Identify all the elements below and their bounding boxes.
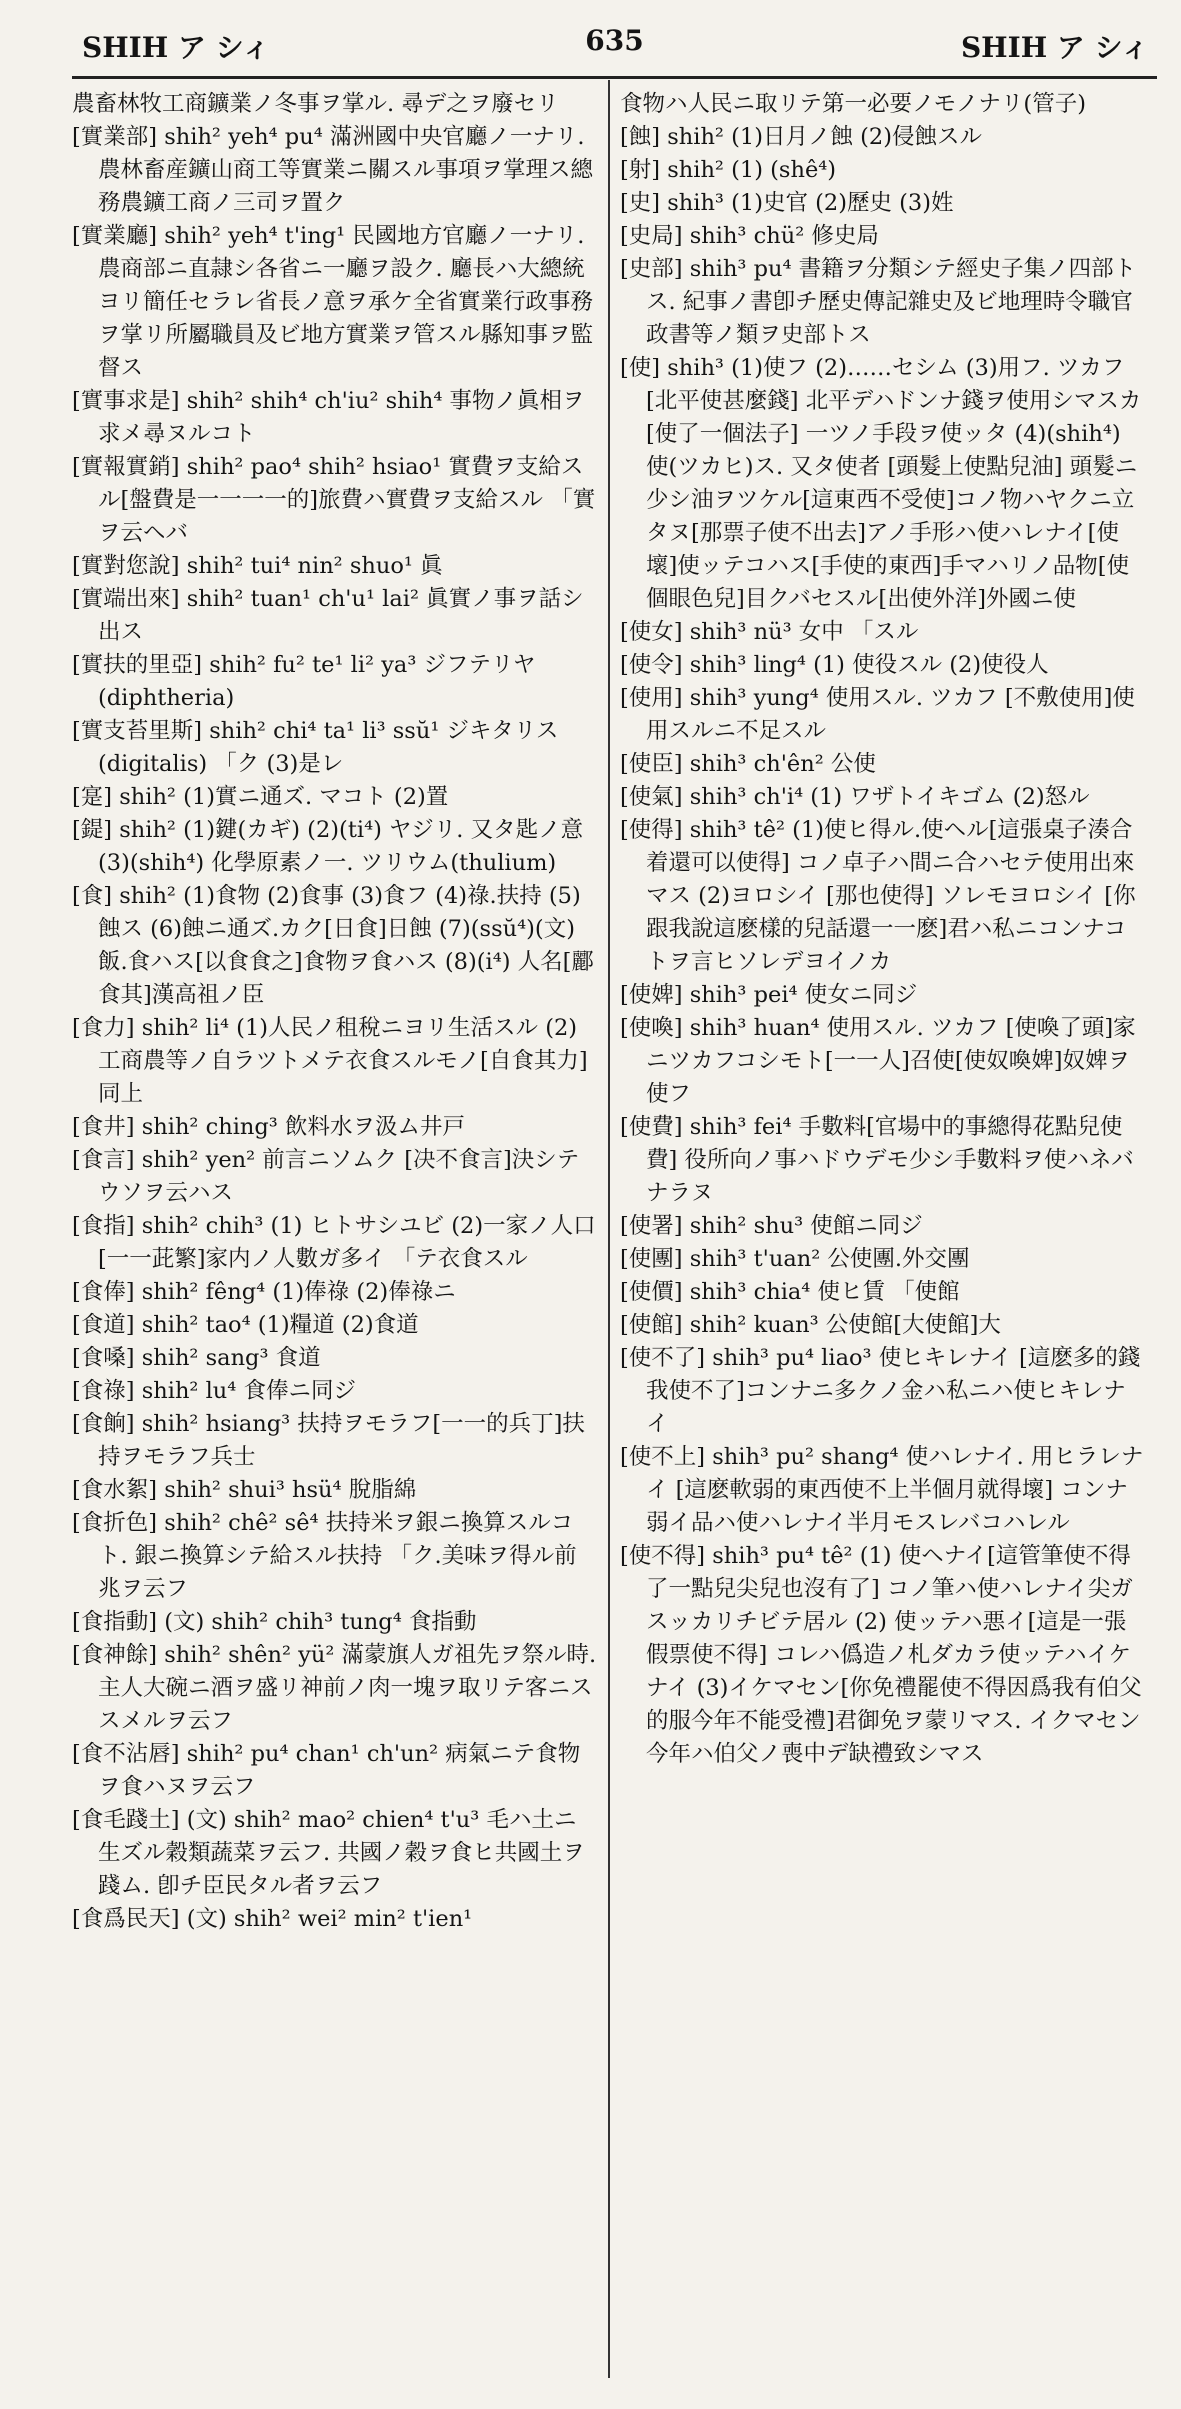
dictionary-entry: [使價] shih³ chia⁴ 使ヒ賃 「使館 <box>620 1279 960 1305</box>
page-header <box>72 18 1157 66</box>
dictionary-entry: [使署] shih² shu³ 使館ニ同ジ <box>620 1213 923 1239</box>
right-column <box>620 88 1145 2398</box>
dictionary-entry: [食] shih² (1)食物 (2)食事 (3)食フ (4)祿.扶持 (5)蝕ス (6)蝕ニ通ズ.カク[日食]日蝕 (7)(ssŭ⁴)(文)飯.食ハス[以食食之]食物ヲ食ハス (8)(i⁴) 人名[酈食其]漢高祖ノ臣 <box>72 883 594 1008</box>
dictionary-entry: [實業部] shih² yeh⁴ pu⁴ 滿洲國中央官廳ノ一ナリ. 農林畜産鑛山商工等實業ニ關スル事項ヲ掌理ス總務農鑛工商ノ三司ヲ置ク <box>72 124 594 216</box>
dictionary-entry: [使不上] shih³ pu² shang⁴ 使ハレナイ. 用ヒラレナイ [這麽軟弱的東西使不上半個月就得壞] コンナ弱イ品ハ使ハレナイ半月モスレバコハレル <box>620 1444 1144 1536</box>
dictionary-entry: [使得] shih³ tê² (1)使ヒ得ル.使ヘル[這張桌子湊合着還可以使得] コノ卓子ハ間ニ合ハセテ使用出來マス (2)ヨロシイ [那也使得] ソレモヨロシイ [你跟我說這麽樣的兒話還一一麽]君ハ私ニコンナコトヲ言ヒソレデヨイノカ <box>620 817 1136 975</box>
header-rule <box>72 76 1157 79</box>
dictionary-entry: [實對您說] shih² tui⁴ nin² shuo¹ 眞 <box>72 553 443 579</box>
dictionary-entry: [使氣] shih³ ch'i⁴ (1) ワザトイキゴム (2)怒ル <box>620 784 1090 810</box>
dictionary-entry: [實事求是] shih² shih⁴ ch'iu² shih⁴ 事物ノ眞相ヲ求メ尋ヌルコト <box>72 388 585 447</box>
left-column <box>72 88 597 2398</box>
dictionary-entry: [使婢] shih³ pei⁴ 使女ニ同ジ <box>620 982 918 1008</box>
dictionary-entry: [食折色] shih² chê² sê⁴ 扶持米ヲ銀ニ換算スルコト. 銀ニ換算シテ給スル扶持 「ク.美味ヲ得ル前兆ヲ云フ <box>72 1510 577 1602</box>
dictionary-entry: [使用] shih³ yung⁴ 使用スル. ツカフ [不敷使用]使用スルニ不足スル <box>620 685 1135 744</box>
dictionary-entry: [蝕] shih² (1)日月ノ蝕 (2)侵蝕スル <box>620 124 982 150</box>
dictionary-entry: [實報實銷] shih² pao⁴ shih² hsiao¹ 實費ヲ支給スル[盤費是一一一一的]旅費ハ實費ヲ支給スル 「實ヲ云ヘバ <box>72 454 596 546</box>
dictionary-entry: [食力] shih² li⁴ (1)人民ノ租稅ニヨリ生活スル (2)工商農等ノ自ラツトメテ衣食スルモノ[自食其力]同上 <box>72 1015 588 1107</box>
dictionary-entry: [使不了] shih³ pu⁴ liao³ 使ヒキレナイ [這麽多的錢我使不了]コンナニ多クノ金ハ私ニハ使ヒキレナイ <box>620 1345 1141 1437</box>
dictionary-entry: [使團] shih³ t'uan² 公使團.外交團 <box>620 1246 970 1272</box>
column-divider <box>608 80 610 2378</box>
dictionary-entry: [食神餘] shih² shên² yü² 滿蒙旗人ガ祖先ヲ祭ル時. 主人大碗ニ酒ヲ盛リ神前ノ肉一塊ヲ取リテ客ニススメルヲ云フ <box>72 1642 597 1734</box>
dictionary-entry: [食水絮] shih² shui³ hsü⁴ 脫脂綿 <box>72 1477 417 1503</box>
dictionary-entry: [食餉] shih² hsiang³ 扶持ヲモラフ[一一的兵丁]扶持ヲモラフ兵士 <box>72 1411 585 1470</box>
dictionary-entry: [射] shih² (1) (shê⁴) <box>620 157 837 183</box>
dictionary-entry: [食祿] shih² lu⁴ 食俸ニ同ジ <box>72 1378 356 1404</box>
dictionary-entry: [寔] shih² (1)實ニ通ズ. マコト (2)置 <box>72 784 449 810</box>
dictionary-entry: [使館] shih² kuan³ 公使館[大使館]大 <box>620 1312 1001 1338</box>
dictionary-entry: [食嗓] shih² sang³ 食道 <box>72 1345 321 1371</box>
running-head-right: SHIH ア シィ <box>960 31 1149 64</box>
dictionary-entry: [食俸] shih² fêng⁴ (1)俸祿 (2)俸祿ニ <box>72 1279 456 1305</box>
dictionary-entry: [鍉] shih² (1)鍵(カギ) (2)(ti⁴) ヤジリ. 又タ匙ノ意 (3)(shih⁴) 化學原素ノ一. ツリウム(thulium) <box>72 817 584 876</box>
dictionary-entry: [史] shih³ (1)史官 (2)歷史 (3)姓 <box>620 190 954 216</box>
dictionary-entry: [史局] shih³ chü² 修史局 <box>620 223 879 249</box>
dictionary-entry: [食道] shih² tao⁴ (1)糧道 (2)食道 <box>72 1312 419 1338</box>
dictionary-entry: [實業廳] shih² yeh⁴ t'ing¹ 民國地方官廳ノ一ナリ. 農商部ニ直隷シ各省ニ一廳ヲ設ク. 廳長ハ大總統ヨリ簡任セラレ省長ノ意ヲ承ケ全省實業行政事務ヲ掌リ所屬職員及ビ地方實業ヲ管スル縣知事ヲ監督ス <box>72 223 594 381</box>
dictionary-entry: [食指] shih² chih³ (1) ヒトサシユビ (2)一家ノ人口[一一茈繁]家内ノ人數ガ多イ 「テ衣食スル <box>72 1213 596 1272</box>
dictionary-entry: [使不得] shih³ pu⁴ tê² (1) 使ヘナイ[這管筆使不得了一點兒尖兒也沒有了] コノ筆ハ使ハレナイ尖ガスッカリチビテ居ル (2) 使ッテハ悪イ[這是一張假票使不得] コレハ僞造ノ札ダカラ使ッテハイケナイ (3)イケマセン[你免禮罷使不得因爲我有伯父的服今年不能受禮]君御免ヲ蒙リマス. イクマセン今年ハ伯父ノ喪中デ缺禮致シマス <box>620 1543 1142 1767</box>
dictionary-entry: 食物ハ人民ニ取リテ第一必要ノモノナリ(管子) <box>620 91 1086 117</box>
dictionary-entry: [使] shih³ (1)使フ (2)……セシム (3)用フ. ツカフ [北平使甚麼錢] 北平デハドンナ錢ヲ使用シマスカ [使了一個法子] 一ツノ手段ヲ使ッタ (4)(shih⁴) 使(ツカヒ)ス. 又タ使者 [頭髮上使點兒油] 頭髮ニ少シ油ヲツケル[這東西不受使]コノ物ハヤクニ立タヌ[那票子使不出去]アノ手形ハ使ハレナイ[使壞]使ッテコハス[手使的東西]手マハリノ品物[使個眼色兒]目クバセスル[出使外洋]外國ニ使 <box>620 355 1142 612</box>
dictionary-entry: [食井] shih² ching³ 飲料水ヲ汲ム井戸 <box>72 1114 465 1140</box>
dictionary-entry: [食不沾唇] shih² pu⁴ chan¹ ch'un² 病氣ニテ食物ヲ食ハヌヲ云フ <box>72 1741 581 1800</box>
dictionary-entry: [史部] shih³ pu⁴ 書籍ヲ分類シテ經史子集ノ四部トス. 紀事ノ書卽チ歷史傳記雜史及ビ地理時令職官政書等ノ類ヲ史部トス <box>620 256 1137 348</box>
dictionary-page <box>72 18 1157 2398</box>
dictionary-entry: [實端出來] shih² tuan¹ ch'u¹ lai² 眞實ノ事ヲ話シ出ス <box>72 586 584 645</box>
dictionary-entry: [使臣] shih³ ch'ên² 公使 <box>620 751 876 777</box>
dictionary-entry: [使令] shih³ ling⁴ (1) 使役スル (2)使役人 <box>620 652 1049 678</box>
dictionary-entry: [實扶的里亞] shih² fu² te¹ li² ya³ ジフテリヤ (diphtheria) <box>72 652 536 711</box>
dictionary-entry: [實支苔里斯] shih² chi⁴ ta¹ li³ ssŭ¹ ジキタリス (digitalis) 「ク (3)是レ <box>72 718 559 777</box>
dictionary-entry: [食言] shih² yen² 前言ニソムク [决不食言]決シテウソヲ云ハス <box>72 1147 580 1206</box>
running-head-left: SHIH ア シィ <box>82 31 271 64</box>
dictionary-entry: [食毛踐土] (文) shih² mao² chien⁴ t'u³ 毛ハ土ニ生ズル穀類蔬菜ヲ云フ. 共國ノ穀ヲ食ヒ共國土ヲ踐ム. 卽チ臣民タル者ヲ云フ <box>72 1807 585 1899</box>
dictionary-entry: [食爲民天] (文) shih² wei² min² t'ien¹ <box>72 1906 473 1932</box>
page-number: 635 <box>585 24 644 57</box>
dictionary-entry: [使喚] shih³ huan⁴ 使用スル. ツカフ [使喚了頭]家ニツカフコシモト[一一人]召使[使奴喚婢]奴婢ヲ使フ <box>620 1015 1136 1107</box>
dictionary-entry: [使女] shih³ nü³ 女中 「スル <box>620 619 919 645</box>
dictionary-entry: 農畜林牧工商鑛業ノ冬事ヲ掌ル. 尋デ之ヲ廢セリ <box>72 91 559 117</box>
dictionary-entry: [食指動] (文) shih² chih³ tung⁴ 食指動 <box>72 1609 477 1635</box>
dictionary-entry: [使費] shih³ fei⁴ 手數料[官場中的事總得花點兒使費] 役所向ノ事ハドウデモ少シ手數料ヲ使ハネバナラヌ <box>620 1114 1134 1206</box>
